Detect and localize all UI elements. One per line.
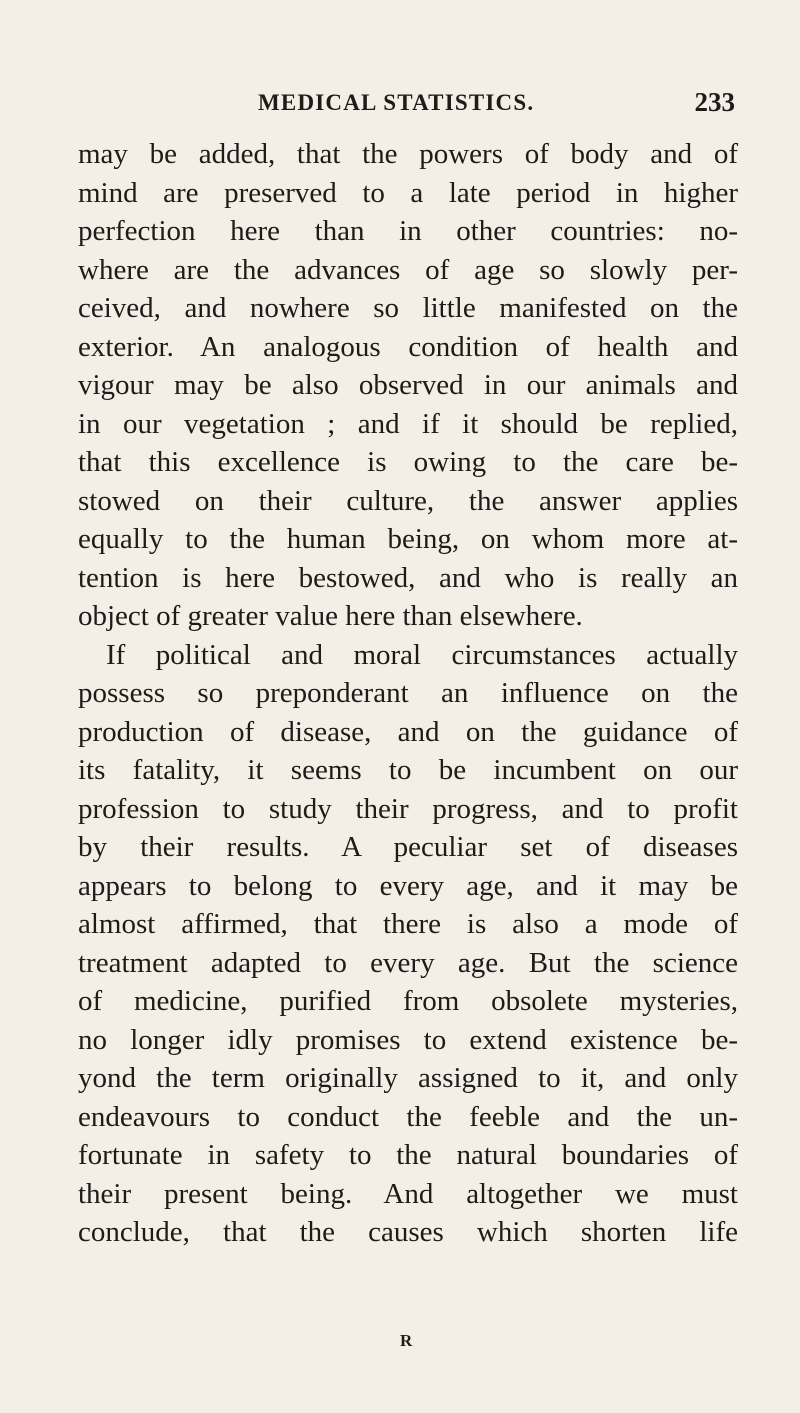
text-line: their present being. And altogether we must	[78, 1177, 738, 1210]
text-line: of medicine, purified from obsolete mysteries,	[78, 985, 738, 1017]
text-line: production of disease, and on the guidance of	[78, 715, 738, 748]
text-line: stowed on their culture, the answer applies	[78, 484, 738, 517]
paragraph-start-line: If political and moral circumstances actually	[106, 638, 738, 671]
text-line: conclude, that the causes which shorten life	[78, 1216, 738, 1248]
text-line: treatment adapted to every age. But the science	[78, 946, 738, 979]
text-line: that this excellence is owing to the care be-	[78, 446, 738, 478]
paragraph-end-line: object of greater value here than elsewhere.	[78, 600, 583, 632]
text-line: may be added, that the powers of body and of	[78, 138, 738, 170]
running-head: MEDICAL STATISTICS.	[258, 90, 535, 115]
text-line: ceived, and nowhere so little manifested on the	[78, 292, 738, 324]
text-line: where are the advances of age so slowly per-	[78, 253, 738, 286]
text-line: vigour may be also observed in our animals and	[78, 369, 738, 401]
text-line: by their results. A peculiar set of diseases	[78, 831, 738, 863]
text-line: endeavours to conduct the feeble and the un-	[78, 1100, 738, 1133]
text-line: possess so preponderant an influence on the	[78, 677, 738, 709]
text-line: profession to study their progress, and to profit	[78, 792, 738, 825]
text-line: appears to belong to every age, and it may be	[78, 869, 738, 902]
page-number: 233	[694, 87, 735, 117]
text-line: in our vegetation ; and if it should be replied,	[78, 407, 738, 440]
text-line: equally to the human being, on whom more at-	[78, 523, 738, 555]
signature-mark: R	[400, 1331, 413, 1350]
text-line: mind are preserved to a late period in higher	[78, 176, 738, 209]
text-line: fortunate in safety to the natural boundaries of	[78, 1139, 738, 1171]
text-line: no longer idly promises to extend existence be-	[78, 1023, 738, 1056]
text-line: tention is here bestowed, and who is really an	[78, 561, 738, 594]
body-text	[78, 135, 738, 1252]
text-line: its fatality, it seems to be incumbent on our	[78, 754, 738, 786]
text-line: perfection here than in other countries: no-	[78, 215, 738, 247]
text-line: yond the term originally assigned to it, and only	[78, 1062, 738, 1094]
text-line: exterior. An analogous condition of health and	[78, 330, 738, 363]
text-line: almost affirmed, that there is also a mode of	[78, 908, 738, 940]
